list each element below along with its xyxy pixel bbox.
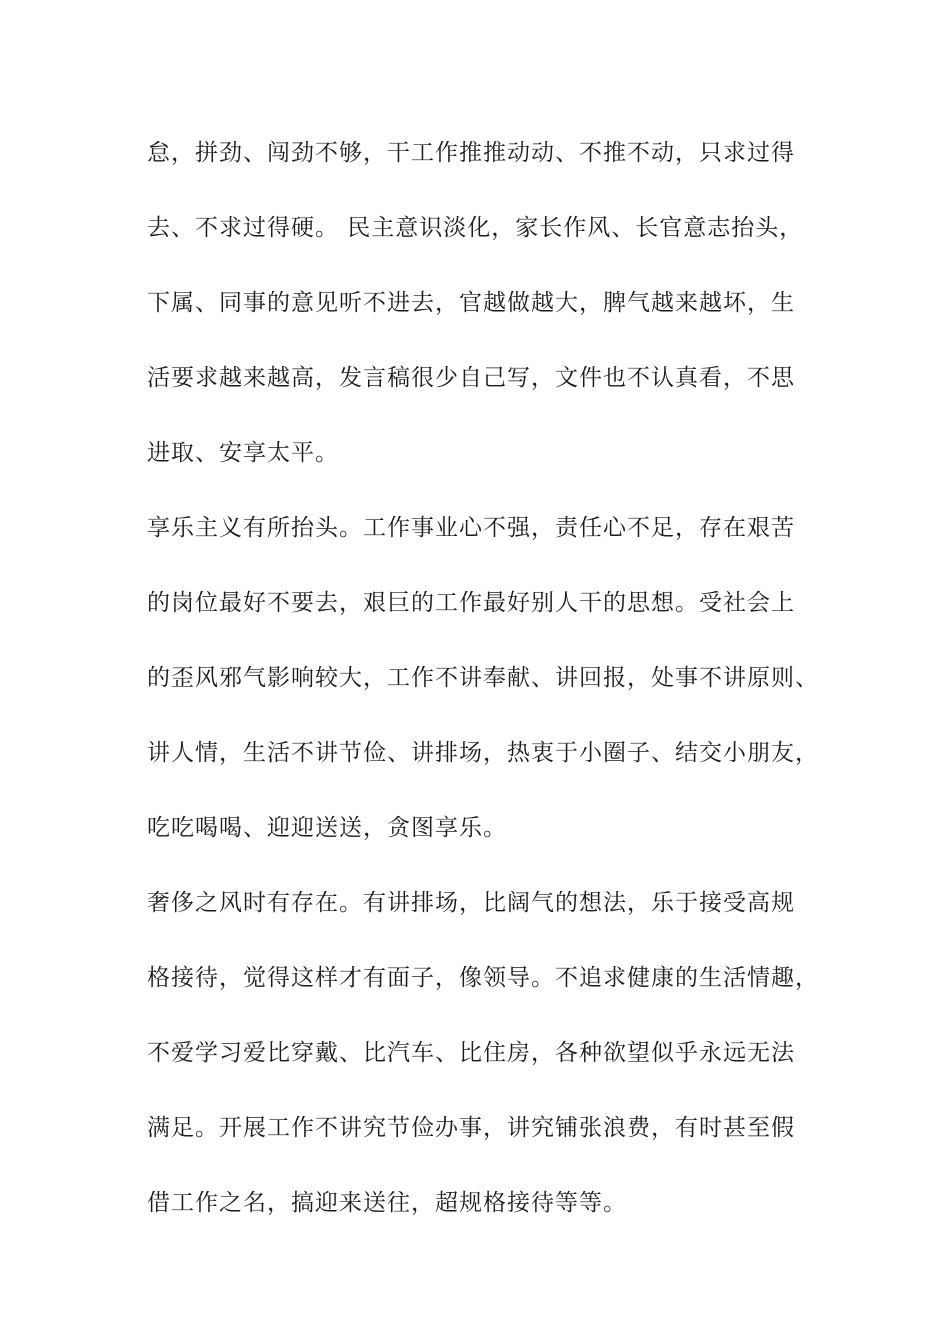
text-line: 活要求越来越高，发言稿很少自己写，文件也不认真看，不思 [147,365,795,391]
text-line: 吃吃喝喝、迎迎送送，贪图享乐。 [147,815,507,841]
text-line: 讲人情，生活不讲节俭、讲排场，热衷于小圈子、结交小朋友， [147,740,819,766]
text-line: 去、不求过得硬。 民主意识淡化，家长作风、长官意志抬头， [147,215,804,241]
text-line: 进取、安享太平。 [147,440,339,466]
text-line: 不爱学习爱比穿戴、比汽车、比住房，各种欲望似乎永远无法 [147,1040,795,1066]
text-line: 下属、同事的意见听不进去，官越做越大，脾气越来越坏，生 [147,290,795,316]
text-line: 怠，拼劲、闯劲不够，干工作推推动动、不推不动，只求过得 [147,140,795,166]
text-line: 的岗位最好不要去，艰巨的工作最好别人干的思想。受社会上 [147,590,795,616]
document-body [147,130,827,1255]
text-line: 奢侈之风时有存在。有讲排场，比阔气的想法，乐于接受高规 [147,890,795,916]
text-line: 享乐主义有所抬头。工作事业心不强，责任心不足，存在艰苦 [147,515,795,541]
text-line: 借工作之名，搞迎来送往，超规格接待等等。 [147,1190,627,1216]
text-line: 的歪风邪气影响较大，工作不讲奉献、讲回报，处事不讲原则、 [147,665,819,691]
text-line: 满足。开展工作不讲究节俭办事，讲究铺张浪费，有时甚至假 [147,1115,795,1141]
text-line: 格接待，觉得这样才有面子，像领导。不追求健康的生活情趣， [147,965,819,991]
